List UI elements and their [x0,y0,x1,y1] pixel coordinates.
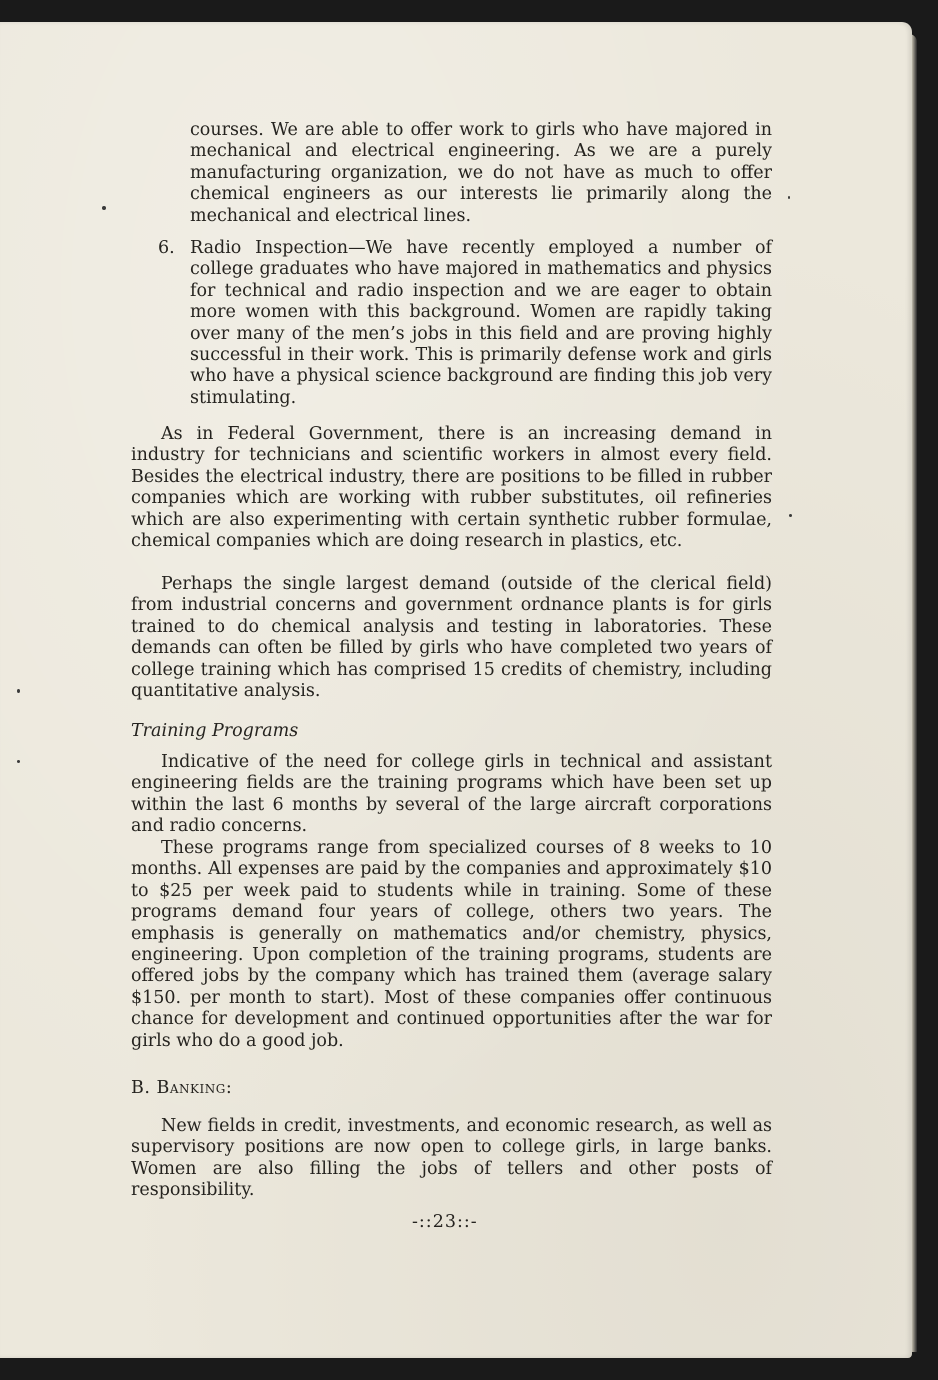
paragraph-demand [131,574,772,702]
paragraph-programs [131,838,772,1052]
paragraph-federal [131,424,772,552]
list-item-text: Radio Inspection—We have recently employed a number of college graduates who have majored in mathematics and physics for technical and radio inspection and we are eager to obtain more women with this background. Women are rapidly taking over many of the men’s jobs in this field and are proving highly successful in their work. This is primarily defense work and girls who have a physical science background are finding this job very stimulating. [190,238,772,408]
paragraph-indicative [131,752,772,838]
continued-paragraph-text: courses. We are able to offer work to girls who have majored in mechanical and electrical engineering. As we are a purely manufacturing organization, we do not have as much to offer chemical engineers as our interests lie primarily along the mechanical and electrical lines. [190,120,772,226]
list-item-number: 6. [158,238,175,258]
continued-paragraph [190,120,772,227]
paper-speck [102,206,106,210]
section-heading-banking [131,1078,232,1098]
paragraph-federal-text: As in Federal Government, there is an increasing demand in industry for technicians and scientific workers in almost every field. Besides the electrical industry, there are positions to be filled in rubber companies which are working with rubber substitutes, oil refineries which are also experimenting with certain synthetic rubber formulae, chemical companies which are doing research in plastics, etc. [131,424,772,552]
paragraph-indicative-text: Indicative of the need for college girls in technical and assistant engineering fields are the training programs which have been set up within the last 6 months by several of the large aircraft corporations and radio concerns. [131,752,772,837]
paragraph-programs-text: These programs range from specialized courses of 8 weeks to 10 months. All expenses are paid by the companies and approximately $10 to $25 per week paid to students while in training. Some of these programs demand four years of college, others two years. The emphasis is generally on mathematics and/or chemistry, physics, engineering. Upon completion of the training programs, students are offered jobs by the company which has trained them (average salary $150. per month to start). Most of these companies offer continuous chance for development and continued opportunities after the war for girls who do a good job. [131,838,772,1051]
paper-speck [17,689,20,693]
section-letter: B. [131,1078,151,1098]
paper-speck [788,196,790,199]
paragraph-banking [131,1116,772,1202]
section-title: Banking: [156,1078,233,1098]
subheading-training-programs: Training Programs [131,721,299,741]
paper-speck [789,514,792,517]
paper-speck [17,760,20,763]
page-number: -::23::- [412,1212,478,1232]
paragraph-demand-text: Perhaps the single largest demand (outside of the clerical field) from industrial concerns and government ordnance plants is for girls trained to do chemical analysis and testing in laboratories. These demands can often be filled by girls who have completed two years of college training which has comprised 15 credits of chemistry, including quantitative analysis. [131,574,772,702]
list-item-6 [158,238,772,409]
paragraph-banking-text: New fields in credit, investments, and economic research, as well as supervisory positions are now open to college girls, in large banks. Women are also filling the jobs of tellers and other posts of responsibility. [131,1116,772,1201]
